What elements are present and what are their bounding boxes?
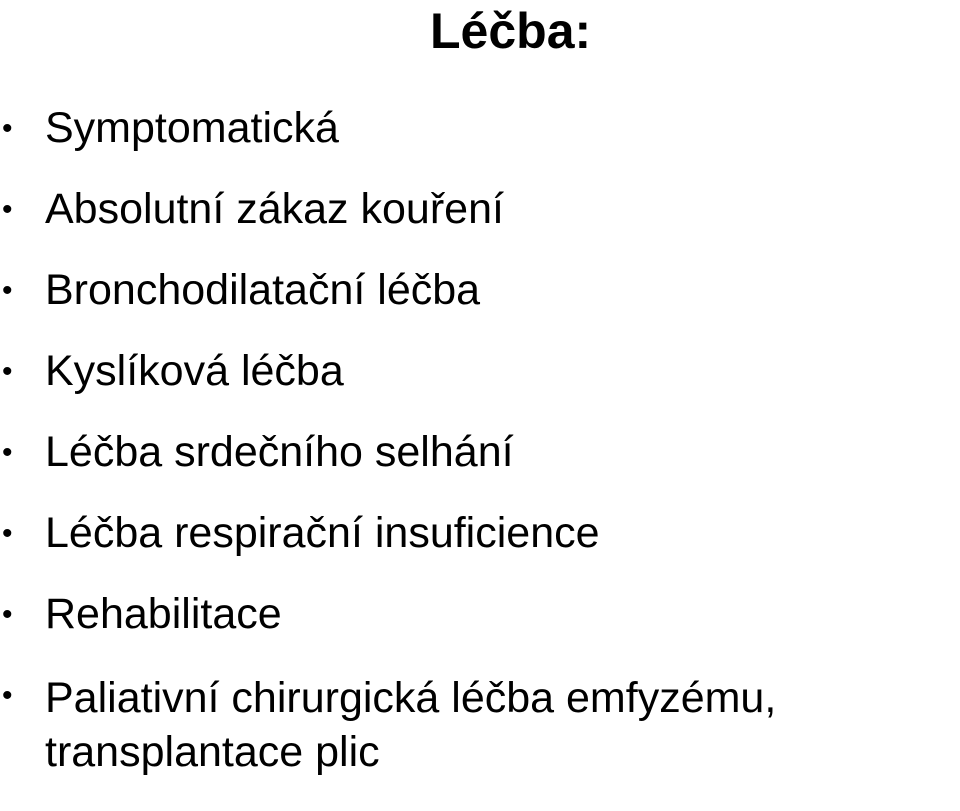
bullet-icon: • — [2, 436, 13, 469]
list-item-text: Kyslíková léčba — [45, 347, 344, 395]
list-item — [0, 347, 960, 396]
bullet-icon: • — [2, 112, 13, 145]
list-item — [0, 104, 960, 153]
list-item-text: Bronchodilatační léčba — [45, 266, 481, 314]
list-item-text: Absolutní zákaz kouření — [45, 185, 504, 233]
list-item-text: Rehabilitace — [45, 590, 282, 638]
list-item — [0, 671, 960, 779]
bullet-icon: • — [2, 274, 13, 307]
bullet-icon: • — [2, 355, 13, 388]
list-item-text: Paliativní chirurgická léčba emfyzému, transplantace plic — [45, 674, 777, 776]
list-item — [0, 590, 960, 639]
bullet-list — [0, 104, 960, 811]
list-item — [0, 266, 960, 315]
list-item-text: Symptomatická — [45, 104, 339, 152]
bullet-icon: • — [2, 193, 13, 226]
bullet-icon: • — [2, 679, 13, 712]
list-item-text: Léčba srdečního selhání — [45, 428, 514, 476]
bullet-icon: • — [2, 517, 13, 550]
slide-title: Léčba: — [430, 3, 592, 59]
list-item — [0, 509, 960, 558]
list-item — [0, 428, 960, 477]
list-item — [0, 185, 960, 234]
bullet-icon: • — [2, 598, 13, 631]
list-item-text: Léčba respirační insuficience — [45, 509, 600, 557]
